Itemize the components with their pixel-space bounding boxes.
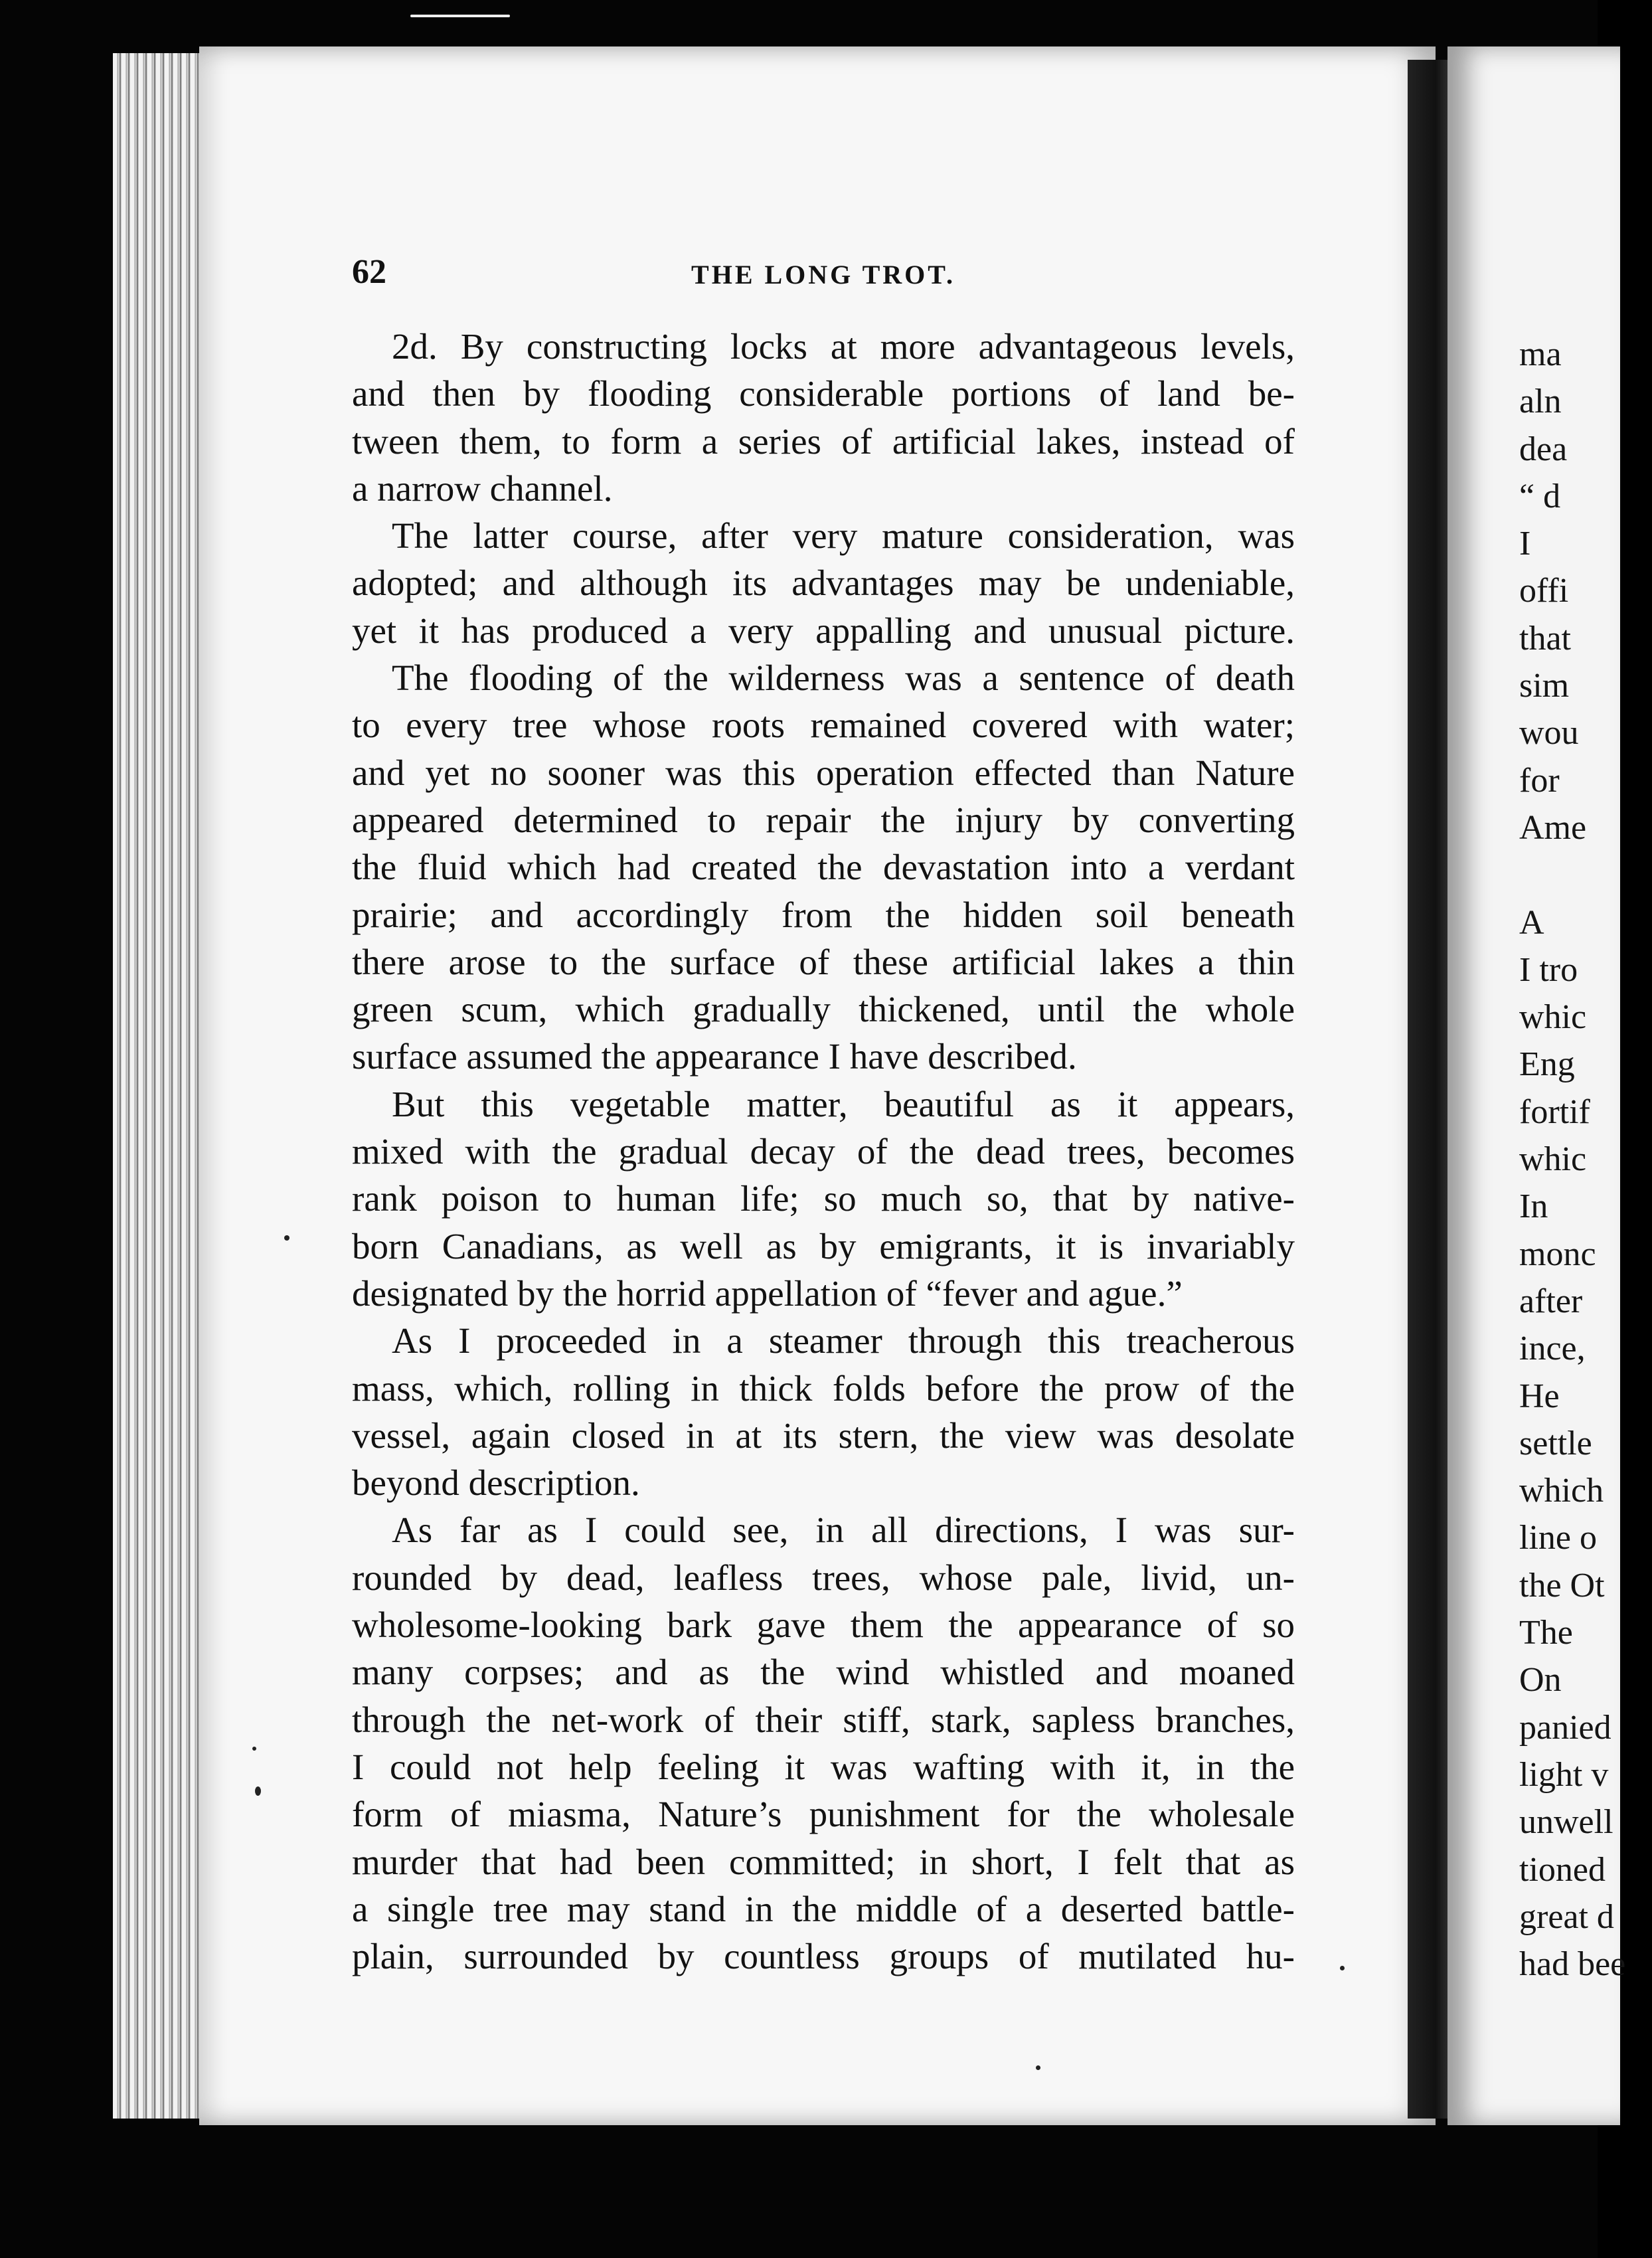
text-line: and then by flooding considerable portions of land be- — [352, 373, 1295, 414]
text-line: But this vegetable matter, beautiful as it appears, — [392, 1083, 1295, 1124]
facing-line: unwell — [1519, 1803, 1613, 1842]
text-line: plain, surrounded by countless groups of mutilated hu- — [352, 1936, 1295, 1977]
running-title: THE LONG TROT. — [691, 260, 955, 290]
facing-line: In — [1519, 1187, 1548, 1226]
facing-line: “ d — [1519, 477, 1561, 515]
text-line: a single tree may stand in the middle of a deserted battle- — [352, 1888, 1295, 1929]
body-text — [352, 323, 1295, 1980]
ink-speck — [252, 1747, 256, 1751]
facing-line: Ame — [1519, 808, 1587, 847]
text-line: appeared determined to repair the injury by converting — [352, 799, 1295, 840]
facing-line: light v — [1519, 1755, 1609, 1794]
facing-line: I tro — [1519, 950, 1578, 989]
facing-line: after — [1519, 1282, 1583, 1320]
text-line: many corpses; and as the wind whistled and moaned — [352, 1652, 1295, 1693]
facing-line: line o — [1519, 1519, 1597, 1557]
text-line: As I proceeded in a steamer through this treacherous — [392, 1320, 1295, 1361]
facing-line: A — [1519, 903, 1544, 942]
facing-line: had bee — [1519, 1945, 1626, 1984]
text-line: the fluid which had created the devastation into a verdant — [352, 847, 1295, 888]
text-line: yet it has produced a very appalling and unusual picture. — [352, 610, 1295, 651]
facing-line: ince, — [1519, 1330, 1586, 1368]
text-line: born Canadians, as well as by emigrants, it is invariably — [352, 1225, 1295, 1266]
page-number: 62 — [352, 253, 386, 291]
text-line: to every tree whose roots remained covered with water; — [352, 705, 1295, 746]
facing-line: The — [1519, 1614, 1573, 1652]
text-line: I could not help feeling it was wafting with it, in the — [352, 1746, 1295, 1787]
text-line: vessel, again closed in at its stern, the view was desolate — [352, 1415, 1295, 1456]
text-line: rank poison to human life; so much so, that by native- — [352, 1178, 1295, 1219]
facing-line: monc — [1519, 1235, 1596, 1273]
facing-line: I — [1519, 525, 1531, 563]
text-line: tween them, to form a series of artificial lakes, instead of — [352, 420, 1295, 462]
text-line: form of miasma, Nature’s punishment for the wholesale — [352, 1794, 1295, 1835]
facing-line: dea — [1519, 430, 1568, 468]
text-line: there arose to the surface of these artificial lakes a thin — [352, 941, 1295, 982]
text-line: surface assumed the appearance I have described. — [352, 1036, 1077, 1077]
text-line: murder that had been committed; in short, I felt that as — [352, 1841, 1295, 1882]
facing-line: On — [1519, 1661, 1562, 1699]
ink-speck — [1036, 2065, 1040, 2070]
facing-line — [1519, 851, 1652, 899]
ink-speck — [1340, 1966, 1345, 1970]
facing-line: settle — [1519, 1424, 1592, 1462]
facing-line: whic — [1519, 998, 1587, 1037]
text-line: adopted; and although its advantages may be undeniable, — [352, 563, 1295, 604]
text-line: mixed with the gradual decay of the dead trees, becomes — [352, 1131, 1295, 1172]
facing-page-text — [1519, 331, 1652, 1988]
facing-line: wou — [1519, 714, 1579, 752]
facing-line: ma — [1519, 335, 1562, 373]
text-line: The flooding of the wilderness was a sentence of death — [392, 657, 1295, 699]
running-head — [352, 252, 1295, 305]
facing-line: sim — [1519, 667, 1570, 705]
text-line: and yet no sooner was this operation effected than Nature — [352, 752, 1295, 793]
ink-speck — [255, 1786, 261, 1796]
facing-line: He — [1519, 1377, 1560, 1415]
facing-line: whic — [1519, 1140, 1587, 1179]
page-stack-edge — [113, 53, 212, 2119]
text-line: rounded by dead, leafless trees, whose pale, livid, un- — [352, 1557, 1295, 1598]
text-line: green scum, which gradually thickened, until the whole — [352, 989, 1295, 1030]
text-line: prairie; and accordingly from the hidden soil beneath — [352, 894, 1295, 935]
facing-line: for — [1519, 761, 1560, 800]
facing-line: offi — [1519, 572, 1569, 610]
text-line: designated by the horrid appellation of “fever and ague.” — [352, 1272, 1183, 1314]
facing-line: panied — [1519, 1708, 1611, 1747]
text-line: through the net-work of their stiff, stark, sapless branches, — [352, 1699, 1295, 1740]
text-line: 2d. By constructing locks at more advantageous levels, — [392, 326, 1295, 367]
text-line: The latter course, after very mature consideration, was — [392, 515, 1295, 557]
text-line: As far as I could see, in all directions, I was sur- — [392, 1510, 1295, 1551]
scan-mark — [410, 15, 510, 17]
ink-speck — [284, 1235, 289, 1241]
facing-line: aln — [1519, 383, 1562, 421]
facing-line: great d — [1519, 1897, 1614, 1936]
facing-line: tioned — [1519, 1850, 1606, 1889]
facing-line: the Ot — [1519, 1566, 1605, 1605]
facing-line: which — [1519, 1472, 1604, 1510]
text-line: wholesome-looking bark gave them the appearance of so — [352, 1605, 1295, 1646]
facing-line: Eng — [1519, 1045, 1575, 1084]
text-line: a narrow channel. — [352, 468, 613, 509]
text-line: mass, which, rolling in thick folds before the prow of the — [352, 1367, 1295, 1409]
facing-line: that — [1519, 619, 1571, 657]
text-line: beyond description. — [352, 1462, 640, 1504]
facing-line: fortif — [1519, 1092, 1590, 1131]
